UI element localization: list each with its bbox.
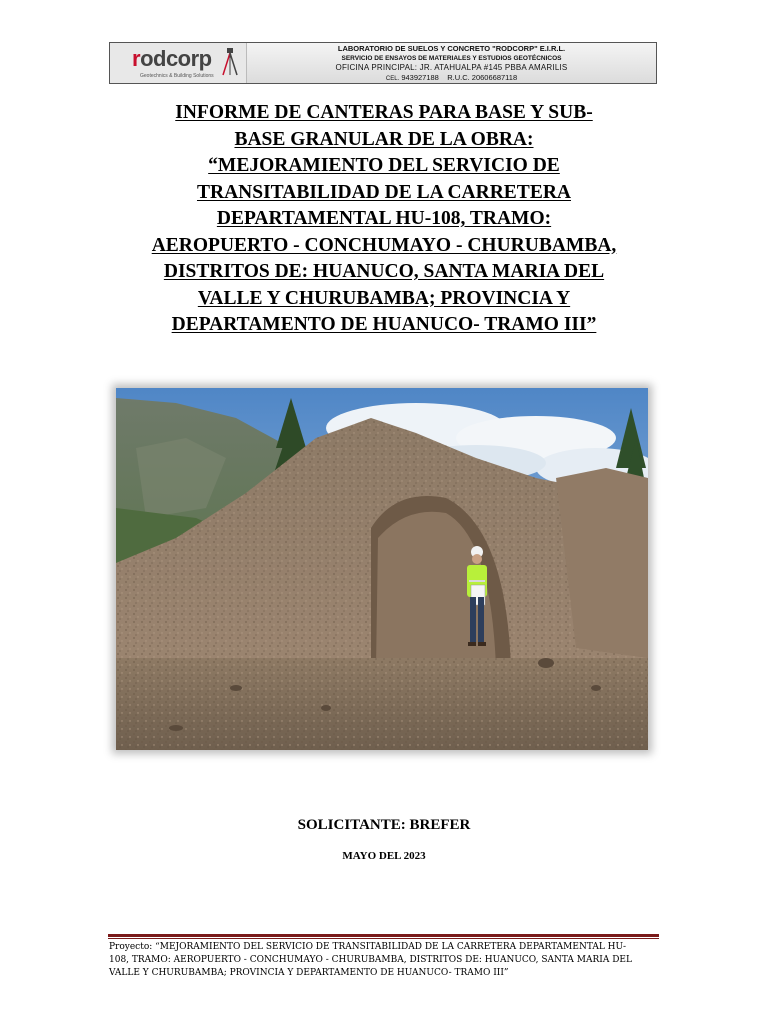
letterhead — [109, 42, 657, 84]
logo-wordmark: rodcorp — [132, 46, 212, 71]
lab-name: LABORATORIO DE SUELOS Y CONCRETO "RODCORP" E.I.R.L. — [337, 44, 566, 53]
survey-tripod-icon — [220, 47, 240, 77]
logo-tagline: Geotechnics & Building Solutions — [140, 73, 214, 79]
footer-rule — [108, 934, 659, 937]
solicitante: SOLICITANTE: BREFER — [297, 817, 471, 833]
footer-line: VALLE Y CHURUBAMBA; PROVINCIA Y DEPARTAMENTO DE HUANUCO- TRAMO III” — [109, 968, 509, 978]
footer-line: Proyecto: “MEJORAMIENTO DEL SERVICIO DE TRANSITABILIDAD DE LA CARRETERA DEPARTAMENTAL HU- — [109, 942, 627, 952]
footer-line: 108, TRAMO: AEROPUERTO - CONCHUMAYO - CHURUBAMBA, DISTRITOS DE: HUANUCO, SANTA MARIA DEL — [109, 955, 632, 965]
lab-contact: CEL. 943927188 R.U.C. 20606687118 — [385, 73, 518, 82]
title-line: BASE GRANULAR DE LA OBRA: — [234, 128, 534, 150]
report-title — [100, 100, 668, 339]
title-line: TRANSITABILIDAD DE LA CARRETERA — [196, 181, 571, 203]
title-line: DISTRITOS DE: HUANUCO, SANTA MARIA DEL — [163, 261, 605, 282]
lab-ruc: 20606687118 — [471, 73, 518, 82]
report-date: MAYO DEL 2023 — [342, 850, 426, 862]
letterhead-info — [247, 43, 656, 83]
company-logo — [110, 43, 247, 83]
title-line: DEPARTAMENTO DE HUANUCO- TRAMO III” — [171, 314, 597, 335]
footer-project — [109, 941, 661, 980]
title-line: “MEJORAMIENTO DEL SERVICIO DE — [208, 155, 560, 176]
lab-services: SERVICIO DE ENSAYOS DE MATERIALES Y ESTUDIOS GEOTÉCNICOS — [341, 55, 562, 62]
title-line: DEPARTAMENTAL HU-108, TRAMO: — [216, 208, 552, 229]
quarry-photo — [116, 388, 648, 750]
title-line: INFORME DE CANTERAS PARA BASE Y SUB- — [175, 102, 593, 123]
lab-address: OFICINA PRINCIPAL: JR. ATAHUALPA #145 PBBA AMARILIS — [335, 63, 568, 72]
lab-phone: 943927188 — [401, 73, 439, 82]
title-line: AEROPUERTO - CONCHUMAYO - CHURUBAMBA, — [151, 234, 617, 256]
footer-rule-thin — [108, 938, 659, 939]
title-line: VALLE Y CHURUBAMBA; PROVINCIA Y — [197, 287, 571, 309]
